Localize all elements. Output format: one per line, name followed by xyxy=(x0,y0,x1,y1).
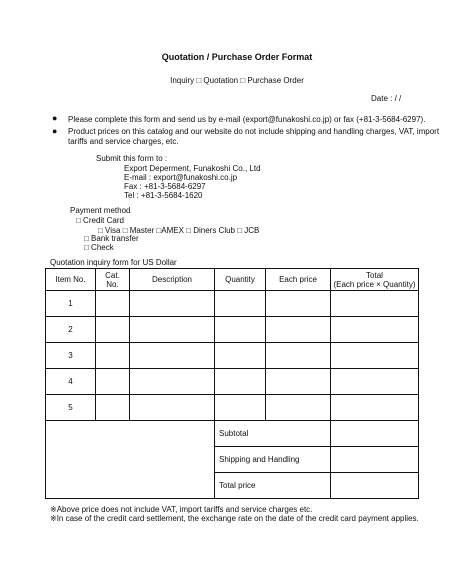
total-cell[interactable] xyxy=(331,317,419,343)
quantity-cell[interactable] xyxy=(215,395,266,421)
total-cell[interactable] xyxy=(331,291,419,317)
total-cell[interactable] xyxy=(331,395,419,421)
item-number: 5 xyxy=(46,395,96,421)
each-price-cell[interactable] xyxy=(266,317,331,343)
address-line: Export Deperment, Funakoshi Co., Ltd xyxy=(124,164,261,173)
total-cell[interactable] xyxy=(331,343,419,369)
instruction-text: Please complete this form and send us by e-mail (export@funakoshi.co.jp) or fax (+81-3-5684-6297). xyxy=(68,115,426,124)
note-line: ※Above price does not include VAT, import tariffs and service charges etc. xyxy=(50,505,313,514)
card-type-checkboxes[interactable]: □ Visa □ Master □AMEX □ Diners Club □ JCB xyxy=(98,226,260,235)
bank-transfer-checkbox[interactable]: □ Bank transfer xyxy=(84,234,139,243)
header-cat-no: Cat. No. xyxy=(96,269,130,291)
each-price-cell[interactable] xyxy=(266,291,331,317)
cat-no-cell[interactable] xyxy=(96,317,130,343)
item-number: 2 xyxy=(46,317,96,343)
cat-no-cell[interactable] xyxy=(96,395,130,421)
cat-no-cell[interactable] xyxy=(96,369,130,395)
subtotal-row xyxy=(46,421,419,447)
address-line: Fax : +81-3-5684-6297 xyxy=(124,182,206,191)
date-field: Date : / / xyxy=(371,94,402,103)
description-cell[interactable] xyxy=(130,395,215,421)
table-header-row xyxy=(46,269,419,291)
description-cell[interactable] xyxy=(130,317,215,343)
submit-label: Submit this form to : xyxy=(96,154,168,163)
table-row xyxy=(46,395,419,421)
header-quantity: Quantity xyxy=(215,269,266,291)
each-price-cell[interactable] xyxy=(266,343,331,369)
cat-no-cell[interactable] xyxy=(96,291,130,317)
quantity-cell[interactable] xyxy=(215,317,266,343)
quotation-form-label: Quotation inquiry form for US Dollar xyxy=(50,258,177,267)
description-cell[interactable] xyxy=(130,369,215,395)
table-row xyxy=(46,317,419,343)
total-price-value-cell[interactable] xyxy=(331,473,419,499)
header-total: Total (Each price × Quantity) xyxy=(331,269,419,291)
quotation-table xyxy=(45,268,419,499)
description-cell[interactable] xyxy=(130,291,215,317)
address-line: Tel : +81-3-5684-1620 xyxy=(124,191,203,200)
quantity-cell[interactable] xyxy=(215,291,266,317)
bullet-icon: ● xyxy=(52,126,58,136)
note-line: ※In case of the credit card settlement, the exchange rate on the date of the credit card payment applies. xyxy=(50,514,419,523)
each-price-cell[interactable] xyxy=(266,395,331,421)
form-title: Quotation / Purchase Order Format xyxy=(161,52,313,62)
quantity-cell[interactable] xyxy=(215,369,266,395)
total-cell[interactable] xyxy=(331,369,419,395)
item-number: 3 xyxy=(46,343,96,369)
credit-card-checkbox[interactable]: □ Credit Card xyxy=(76,216,124,225)
summary-blank-area xyxy=(46,421,215,499)
payment-method-label: Payment method xyxy=(70,206,131,215)
inquiry-type-line: Inquiry □ Quotation □ Purchase Order xyxy=(170,76,304,85)
shipping-label: Shipping and Handling xyxy=(215,447,331,473)
subtotal-label: Subtotal xyxy=(215,421,331,447)
notes-block xyxy=(50,505,419,523)
description-cell[interactable] xyxy=(130,343,215,369)
subtotal-value-cell[interactable] xyxy=(331,421,419,447)
table-row xyxy=(46,291,419,317)
bullet-icon: ● xyxy=(52,113,58,123)
pricing-note-line: Product prices on this catalog and our website do not include shipping and handling charges, VAT, import xyxy=(68,127,440,136)
item-number: 1 xyxy=(46,291,96,317)
shipping-value-cell[interactable] xyxy=(331,447,419,473)
address-line: E-mail : export@funakoshi.co.jp xyxy=(124,173,238,182)
pricing-note-line: tariffs and service charges, etc. xyxy=(68,137,179,146)
table-row xyxy=(46,369,419,395)
quantity-cell[interactable] xyxy=(215,343,266,369)
table-row xyxy=(46,343,419,369)
cat-no-cell[interactable] xyxy=(96,343,130,369)
header-each-price: Each price xyxy=(266,269,331,291)
header-item-no: Item No. xyxy=(46,269,96,291)
each-price-cell[interactable] xyxy=(266,369,331,395)
header-description: Description xyxy=(130,269,215,291)
total-price-label: Total price xyxy=(215,473,331,499)
item-number: 4 xyxy=(46,369,96,395)
check-checkbox[interactable]: □ Check xyxy=(84,243,114,252)
